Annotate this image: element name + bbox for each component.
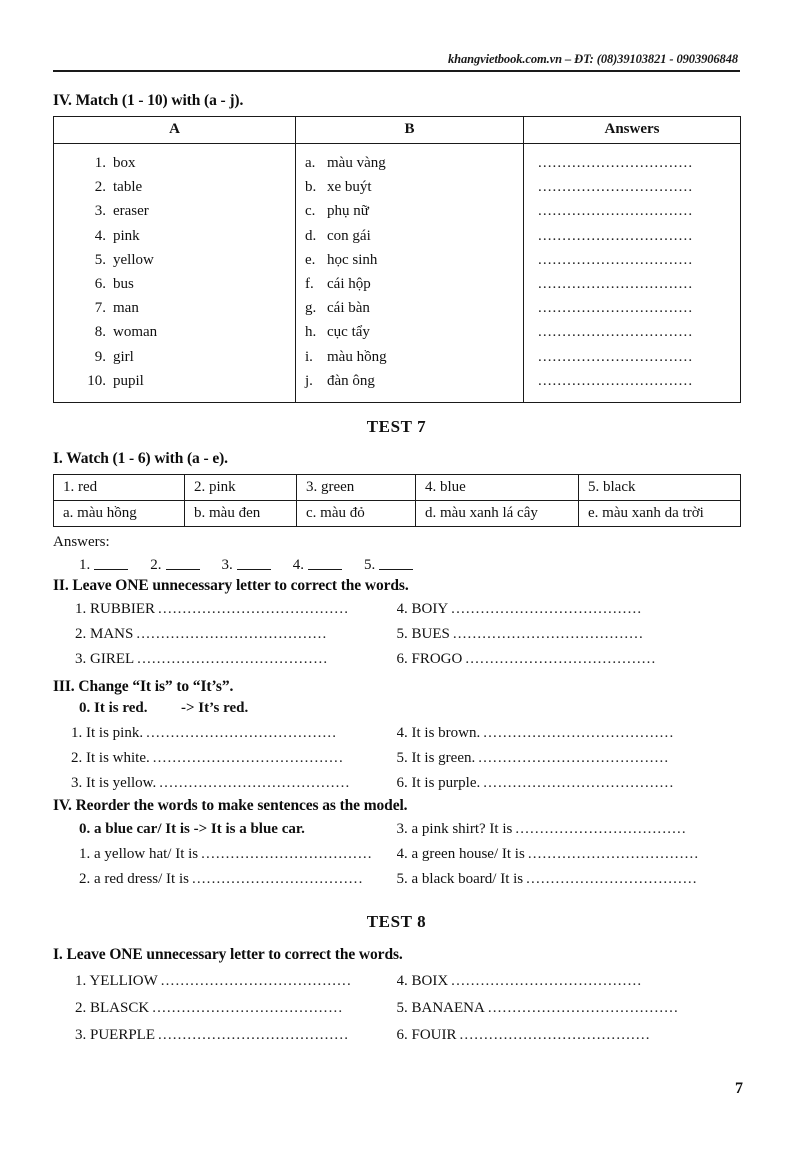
- list-item: [296, 369, 523, 393]
- item-label: 5. a black board/ It is: [396, 871, 524, 887]
- page-header: [53, 52, 740, 72]
- item-letter: a.: [305, 155, 316, 171]
- item-dotted-blank[interactable]: .......................................: [452, 626, 644, 642]
- exercise-item[interactable]: [79, 842, 397, 867]
- answer-blank[interactable]: [379, 569, 413, 570]
- exercise-item[interactable]: [79, 867, 397, 892]
- exercise-item[interactable]: [75, 597, 397, 622]
- match-cell-answers[interactable]: [524, 144, 741, 403]
- color-en-cell: 3. green: [297, 475, 416, 501]
- item-label: 3. a pink shirt? It is: [396, 821, 513, 837]
- item-word: đàn ông: [327, 372, 375, 389]
- test7-part4-right-column: [397, 817, 741, 892]
- color-vi-cell: d. màu xanh lá cây: [416, 501, 579, 527]
- exercise-item[interactable]: [71, 746, 397, 771]
- item-letter: b.: [305, 179, 317, 196]
- item-dotted-blank[interactable]: .......................................: [451, 601, 643, 617]
- test7-part3-right-column: [397, 721, 741, 796]
- item-label: 6. It is purple.: [396, 775, 481, 791]
- test7-title: TEST 7: [366, 417, 427, 436]
- answer-blank-line[interactable]: ................................: [538, 300, 694, 317]
- item-dotted-blank[interactable]: .......................................: [146, 725, 338, 741]
- item-dotted-blank[interactable]: .......................................: [152, 1000, 344, 1016]
- list-item: [54, 224, 295, 248]
- item-dotted-blank[interactable]: .......................................: [459, 1027, 651, 1043]
- color-vi-cell: a. màu hồng: [54, 501, 185, 527]
- item-number: 4.: [94, 227, 106, 244]
- item-dotted-blank[interactable]: .......................................: [483, 775, 675, 791]
- answer-blank[interactable]: [166, 569, 200, 570]
- match-table-body-row: [54, 144, 741, 403]
- test7-answers-label: Answers:: [53, 534, 110, 550]
- match-table: [53, 116, 741, 403]
- match-answer-blanks[interactable]: [524, 151, 740, 393]
- item-word: màu vàng: [327, 155, 386, 171]
- match-cell-a: [54, 144, 296, 403]
- item-letter: i.: [305, 348, 313, 365]
- blank-number: 5.: [364, 557, 376, 573]
- exercise-item[interactable]: [397, 771, 741, 796]
- item-dotted-blank[interactable]: .......................................: [136, 626, 328, 642]
- item-number: 1.: [94, 155, 106, 171]
- match-col-header-answers: Answers: [524, 117, 741, 144]
- item-word: xe buýt: [327, 179, 372, 196]
- test8-part1-left-column: [53, 968, 397, 1049]
- test7-part2: [53, 577, 740, 672]
- answer-blank-line[interactable]: ................................: [538, 348, 694, 365]
- item-label: 4. It is brown.: [396, 725, 481, 741]
- item-label: 5. BANAENA: [396, 1000, 485, 1016]
- item-letter: h.: [305, 324, 317, 341]
- item-label: 4. BOIY: [396, 601, 449, 617]
- list-item: [296, 272, 523, 296]
- answer-blank[interactable]: [308, 569, 342, 570]
- item-label: 1. RUBBIER: [75, 601, 156, 617]
- exercise-item[interactable]: [397, 622, 741, 647]
- test8-part1-heading: I. Leave ONE unnecessary letter to correct the words.: [53, 946, 403, 963]
- list-item: [296, 320, 523, 344]
- blank-number: 2.: [150, 557, 162, 573]
- match-col-header-b: B: [296, 117, 524, 144]
- item-letter: f.: [305, 276, 314, 293]
- item-dotted-blank[interactable]: ...................................: [515, 821, 687, 837]
- list-item: [296, 199, 523, 223]
- test7-part4-heading: IV. Reorder the words to make sentences as the model.: [53, 797, 408, 814]
- item-number: 5.: [94, 251, 106, 268]
- color-vi-cell: c. màu đỏ: [297, 501, 416, 527]
- exercise-item[interactable]: [397, 995, 741, 1022]
- list-item: [296, 345, 523, 369]
- list-item: [296, 224, 523, 248]
- color-vi-cell: e. màu xanh da trời: [579, 501, 741, 527]
- item-word: pupil: [113, 372, 144, 389]
- list-item: [54, 369, 295, 393]
- item-word: phụ nữ: [327, 203, 369, 220]
- item-dotted-blank[interactable]: .......................................: [158, 1027, 350, 1043]
- test7-part4-left-column: [53, 817, 397, 892]
- test7-part1-heading: I. Watch (1 - 6) with (a - e).: [53, 450, 228, 467]
- answer-blank-line[interactable]: ................................: [538, 251, 694, 268]
- item-letter: g.: [305, 300, 317, 317]
- match-list-a: [54, 151, 295, 393]
- test8-title: TEST 8: [366, 912, 427, 931]
- list-item: [54, 199, 295, 223]
- item-number: 10.: [87, 372, 106, 389]
- header-divider: [53, 70, 740, 72]
- test7-part3-left-column: [53, 721, 397, 796]
- exercise-item[interactable]: [397, 842, 741, 867]
- item-dotted-blank[interactable]: .......................................: [137, 651, 329, 667]
- item-number: 9.: [94, 348, 106, 365]
- list-item: [54, 151, 295, 175]
- item-letter: d.: [305, 227, 317, 244]
- exercise-item[interactable]: [75, 995, 397, 1022]
- item-dotted-blank[interactable]: .......................................: [487, 1000, 679, 1016]
- exercise-item[interactable]: [397, 1022, 741, 1049]
- test7-part4-model: 0. a blue car/ It is -> It is a blue car.: [79, 821, 305, 837]
- item-dotted-blank[interactable]: ...................................: [527, 846, 700, 862]
- item-label: 2. BLASCK: [75, 1000, 150, 1016]
- list-item: [54, 175, 295, 199]
- match-table-header-row: [54, 117, 741, 144]
- item-dotted-blank[interactable]: .......................................: [160, 973, 352, 989]
- item-letter: j.: [305, 372, 313, 389]
- item-label: 2. It is white.: [71, 750, 150, 766]
- test7-part3: [53, 678, 740, 796]
- exercise-item[interactable]: [397, 721, 741, 746]
- item-label: 4. a green house/ It is: [396, 846, 525, 862]
- model-prompt: It is red.: [94, 700, 148, 716]
- model-number: 0.: [79, 700, 91, 716]
- item-label: 6. FOUIR: [396, 1027, 457, 1043]
- blank-number: 3.: [221, 557, 233, 573]
- colors-vietnamese-row: [54, 501, 741, 527]
- item-word: woman: [113, 324, 158, 341]
- item-number: 6.: [94, 276, 106, 293]
- item-dotted-blank[interactable]: ...................................: [201, 846, 373, 862]
- blank-number: 4.: [292, 557, 304, 573]
- item-dotted-blank[interactable]: .......................................: [465, 651, 657, 667]
- test7-part3-items: [53, 721, 740, 796]
- exercise-item[interactable]: [71, 771, 397, 796]
- item-word: man: [113, 300, 139, 317]
- test7-part1: [53, 450, 740, 578]
- item-label: 1. YELLIOW: [75, 973, 158, 989]
- exercise-item[interactable]: [75, 647, 397, 672]
- color-en-cell: 4. blue: [416, 475, 579, 501]
- item-word: con gái: [327, 227, 371, 244]
- item-word: table: [113, 179, 143, 196]
- test7-part2-left-column: [53, 597, 397, 672]
- answer-blank-line[interactable]: ................................: [538, 372, 694, 389]
- item-label: 2. MANS: [75, 626, 134, 642]
- item-dotted-blank[interactable]: ...................................: [526, 871, 698, 887]
- answer-blank[interactable]: [94, 569, 128, 570]
- color-en-cell: 1. red: [54, 475, 185, 501]
- match-exercise: [53, 92, 740, 403]
- match-cell-b: [296, 144, 524, 403]
- item-label: 3. GIREL: [75, 651, 135, 667]
- test7-answer-blanks-row[interactable]: [53, 553, 740, 578]
- list-item: [296, 248, 523, 272]
- test8-part1: [53, 946, 740, 1049]
- test7-part2-items: [53, 597, 740, 672]
- test7-part2-right-column: [397, 597, 741, 672]
- item-word: cái bàn: [327, 300, 370, 317]
- item-label: 4. BOIX: [396, 973, 449, 989]
- exercise-item[interactable]: [75, 622, 397, 647]
- colors-english-row: [54, 475, 741, 501]
- item-word: eraser: [113, 203, 149, 220]
- exercise-item[interactable]: [71, 721, 397, 746]
- exercise-item[interactable]: [397, 867, 741, 892]
- test8-part1-right-column: [397, 968, 741, 1049]
- answer-blank[interactable]: [237, 569, 271, 570]
- color-en-cell: 2. pink: [185, 475, 297, 501]
- exercise-item[interactable]: [397, 817, 741, 842]
- item-number: 3.: [94, 203, 106, 220]
- item-number: 8.: [94, 324, 106, 341]
- item-dotted-blank[interactable]: .......................................: [478, 750, 670, 766]
- answer-blank-line[interactable]: ................................: [538, 276, 694, 293]
- item-label: 1. a yellow hat/ It is: [79, 846, 199, 862]
- item-word: màu hồng: [327, 348, 387, 365]
- item-word: pink: [113, 227, 140, 244]
- exercise-item[interactable]: [75, 1022, 397, 1049]
- publisher-header-text: khangvietbook.com.vn – ĐT: (08)39103821 - 0903906848: [447, 52, 738, 66]
- answer-blank-line[interactable]: ................................: [538, 203, 694, 220]
- list-item: [296, 175, 523, 199]
- list-item: [54, 320, 295, 344]
- test7-part2-heading: II. Leave ONE unnecessary letter to correct the words.: [53, 577, 409, 594]
- item-label: 5. BUES: [396, 626, 450, 642]
- item-dotted-blank[interactable]: .......................................: [451, 973, 643, 989]
- exercise-item[interactable]: [397, 647, 741, 672]
- item-word: bus: [113, 276, 134, 293]
- exercise-item[interactable]: [397, 746, 741, 771]
- test7-title-wrap: [53, 417, 740, 437]
- item-label: 3. It is yellow.: [71, 775, 157, 791]
- test7-part4-items: [53, 817, 740, 892]
- item-dotted-blank[interactable]: .......................................: [152, 750, 344, 766]
- item-word: cái hộp: [327, 276, 371, 293]
- answer-blank-line[interactable]: ................................: [538, 324, 694, 341]
- list-item: [54, 296, 295, 320]
- item-dotted-blank[interactable]: .......................................: [159, 775, 351, 791]
- answer-blank-line[interactable]: ................................: [538, 227, 694, 244]
- answer-blank-line[interactable]: ................................: [538, 179, 694, 196]
- exercise-item[interactable]: [397, 597, 741, 622]
- item-dotted-blank[interactable]: ...................................: [191, 871, 364, 887]
- exercise-item[interactable]: [397, 968, 741, 995]
- match-col-header-a: A: [54, 117, 296, 144]
- item-dotted-blank[interactable]: .......................................: [483, 725, 675, 741]
- item-label: 1. It is pink.: [71, 725, 144, 741]
- test8-part1-items: [53, 968, 740, 1049]
- item-dotted-blank[interactable]: .......................................: [158, 601, 350, 617]
- colors-match-table: [53, 474, 741, 527]
- answer-blank-line[interactable]: ................................: [538, 155, 694, 171]
- model-answer: -> It’s red.: [180, 700, 249, 716]
- item-number: 7.: [94, 300, 106, 317]
- item-word: cục tẩy: [327, 324, 370, 341]
- item-word: yellow: [113, 251, 154, 268]
- color-vi-cell: b. màu đen: [185, 501, 297, 527]
- item-label: 2. a red dress/ It is: [79, 871, 189, 887]
- list-item: [54, 272, 295, 296]
- item-word: girl: [113, 348, 134, 365]
- list-item: [54, 248, 295, 272]
- exercise-item[interactable]: [75, 968, 397, 995]
- match-exercise-heading: IV. Match (1 - 10) with (a - j).: [53, 92, 244, 109]
- item-label: 5. It is green.: [396, 750, 476, 766]
- color-en-cell: 5. black: [579, 475, 741, 501]
- match-list-b: [296, 151, 523, 393]
- test7-part3-model: [53, 696, 740, 721]
- list-item: [54, 345, 295, 369]
- test7-part3-heading: III. Change “It is” to “It’s”.: [53, 678, 234, 695]
- list-item: [296, 151, 523, 175]
- item-label: 6. FROGO: [396, 651, 463, 667]
- test8-title-wrap: [53, 912, 740, 932]
- item-letter: e.: [305, 251, 316, 268]
- item-number: 2.: [94, 179, 106, 196]
- item-label: 3. PUERPLE: [75, 1027, 156, 1043]
- item-word: box: [113, 155, 136, 171]
- blank-number: 1.: [79, 557, 91, 573]
- page-number: 7: [735, 1080, 743, 1097]
- list-item: [296, 296, 523, 320]
- item-word: học sinh: [327, 251, 378, 268]
- test7-part4: [53, 797, 740, 892]
- item-letter: c.: [305, 203, 316, 220]
